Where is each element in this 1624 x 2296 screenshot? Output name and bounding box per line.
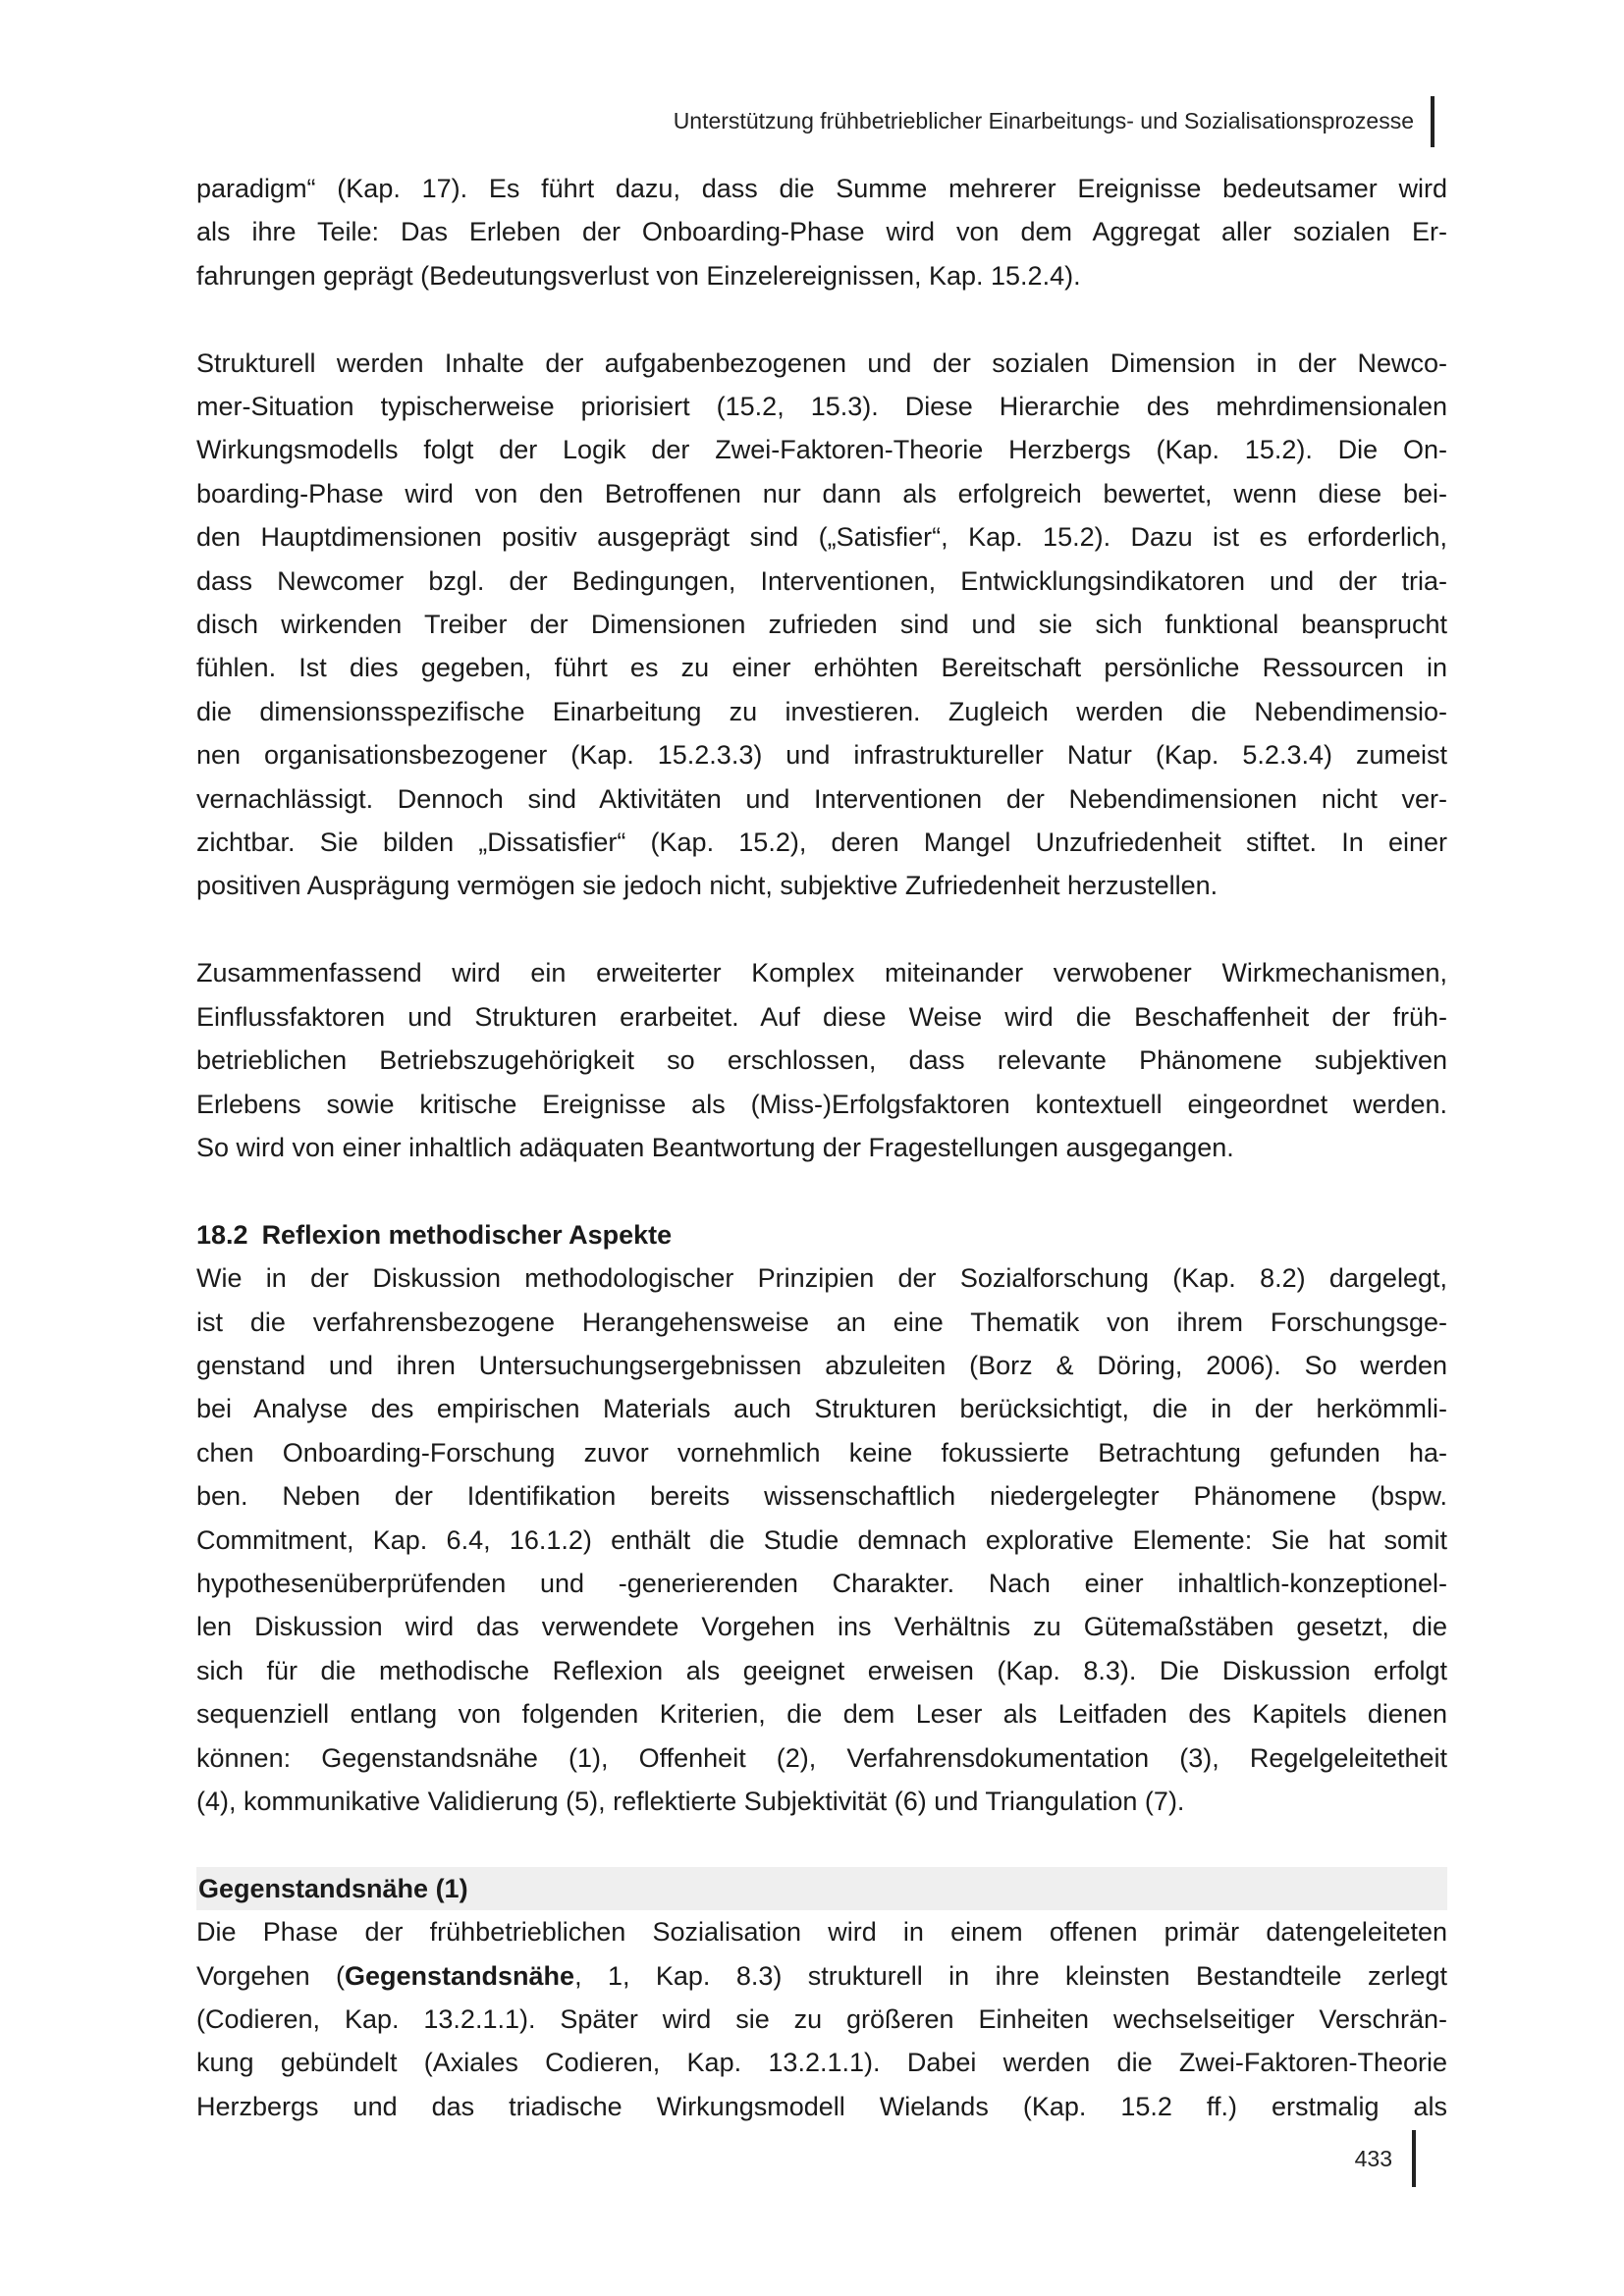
text-line: fühlen. Ist dies gegeben, führt es zu einer erhöhten Bereitschaft persönliche Ressourcen in [196,653,1447,683]
text-line: disch wirkenden Treiber der Dimensionen zufrieden sind und sie sich funktional beansprucht [196,610,1447,640]
text-line: len Diskussion wird das verwendete Vorgehen ins Verhältnis zu Gütemaßstäben gesetzt, die [196,1612,1447,1642]
section-title: Reflexion methodischer Aspekte [261,1219,673,1250]
text-line: Einflussfaktoren und Strukturen erarbeitet. Auf diese Weise wird die Beschaffenheit der früh- [196,1001,1447,1032]
running-head: Unterstützung frühbetrieblicher Einarbeitungs- und Sozialisationsprozesse [673,108,1414,133]
text-line: Die Phase der frühbetrieblichen Sozialisation wird in einem offenen primär datengeleiteten [196,1917,1447,1948]
text-line: sequenziell entlang von folgenden Kriterien, die dem Leser als Leitfaden des Kapitels dienen [196,1699,1447,1730]
text-segment: Vorgehen ( [196,1960,345,1991]
text-line: Herzbergs und das triadische Wirkungsmodell Wielands (Kap. 15.2 ff.) erstmalig als [196,2091,1447,2121]
text-line: den Hauptdimensionen positiv ausgeprägt sind („Satisfier“, Kap. 15.2). Dazu ist es erforderlich, [196,522,1447,553]
text-line: betrieblichen Betriebszugehörigkeit so erschlossen, dass relevante Phänomene subjektiven [196,1045,1447,1076]
text-line: (4), kommunikative Validierung (5), reflektierte Subjektivität (6) und Triangulation (7). [196,1786,1185,1816]
text-line: als ihre Teile: Das Erleben der Onboarding-Phase wird von dem Aggregat aller sozialen Er- [196,217,1447,247]
text-line [196,1954,1447,1998]
text-line: boarding-Phase wird von den Betroffenen nur dann als erfolgreich bewertet, wenn diese bei- [196,478,1447,508]
section-heading [196,1213,1447,1256]
text-line: bei Analyse des empirischen Materials auch Strukturen berücksichtigt, die in der herkömmli- [196,1394,1447,1424]
paragraph [196,167,1447,297]
text-line: sich für die methodische Reflexion als geeignet erweisen (Kap. 8.3). Die Diskussion erfolgt [196,1655,1447,1685]
text-line: fahrungen geprägt (Bedeutungsverlust von Einzelereignissen, Kap. 15.2.4). [196,260,1081,291]
paragraph [196,951,1447,1169]
text-line: die dimensionsspezifische Einarbeitung zu investieren. Zugleich werden die Nebendimensio- [196,696,1447,726]
text-line: Strukturell werden Inhalte der aufgabenbezogenen und der sozialen Dimension in der Newco- [196,347,1447,378]
text-line: Commitment, Kap. 6.4, 16.1.2) enthält die Studie demnach explorative Elemente: Sie hat somit [196,1524,1447,1555]
bold-term: Gegenstandsnähe [345,1960,575,1991]
text-line: genstand und ihren Untersuchungsergebnissen abzuleiten (Borz & Döring, 2006). So werden [196,1350,1447,1380]
text-line: nen organisationsbezogener (Kap. 15.2.3.3) und infrastruktureller Natur (Kap. 5.2.3.4) zumeist [196,740,1447,771]
footer-rule [1412,2130,1416,2187]
text-line: paradigm“ (Kap. 17). Es führt dazu, dass die Summe mehrerer Ereignisse bedeutsamer wird [196,174,1447,203]
text-line: können: Gegenstandsnähe (1), Offenheit (2), Verfahrensdokumentation (3), Regelgeleitetheit [196,1742,1447,1773]
text-line: dass Newcomer bzgl. der Bedingungen, Interventionen, Entwicklungsindikatoren und der tria- [196,565,1447,596]
subsection-heading: Gegenstandsnähe (1) [196,1867,1447,1910]
text-line: positiven Ausprägung vermögen sie jedoch nicht, subjektive Zufriedenheit herzustellen. [196,871,1218,901]
text-line: Zusammenfassend wird ein erweiterter Komplex miteinander verwobener Wirkmechanismen, [196,958,1447,988]
header-rule [1431,96,1435,147]
paragraph [196,1910,1447,2128]
paragraph [196,1256,1447,1823]
body-text [196,167,1447,2172]
text-line: vernachlässigt. Dennoch sind Aktivitäten und Interventionen der Nebendimensionen nicht ver- [196,783,1447,814]
section-number: 18.2 [196,1219,248,1250]
text-line: Erlebens sowie kritische Ereignisse als (Miss-)Erfolgsfaktoren kontextuell eingeordnet werden. [196,1089,1447,1119]
text-line: hypothesenüberprüfenden und -generierenden Charakter. Nach einer inhaltlich-konzeptionel- [196,1568,1447,1598]
text-line: zichtbar. Sie bilden „Dissatisfier“ (Kap. 15.2), deren Mangel Unzufriedenheit stiftet. In einer [196,828,1447,858]
page-number: 433 [1354,2146,1392,2171]
text-line: ben. Neben der Identifikation bereits wissenschaftlich niedergelegter Phänomene (bspw. [196,1481,1447,1512]
text-segment: , 1, Kap. 8.3) strukturell in ihre kleinsten Bestandteile zerlegt [574,1960,1447,1991]
text-line: Wie in der Diskussion methodologischer Prinzipien der Sozialforschung (Kap. 8.2) dargelegt, [196,1263,1447,1294]
text-line: mer-Situation typischerweise priorisiert (15.2, 15.3). Diese Hierarchie des mehrdimensionalen [196,392,1447,422]
text-line: ist die verfahrensbezogene Herangehensweise an eine Thematik von ihrem Forschungsge- [196,1307,1447,1337]
text-line: kung gebündelt (Axiales Codieren, Kap. 13.2.1.1). Dabei werden die Zwei-Faktoren-Theorie [196,2048,1447,2078]
paragraph [196,342,1447,908]
text-line: Wirkungsmodells folgt der Logik der Zwei-Faktoren-Theorie Herzbergs (Kap. 15.2). Die On- [196,435,1447,465]
text-line: chen Onboarding-Forschung zuvor vornehmlich keine fokussierte Betrachtung gefunden ha- [196,1437,1447,1468]
text-line: So wird von einer inhaltlich adäquaten Beantwortung der Fragestellungen ausgegangen. [196,1132,1234,1162]
text-line: (Codieren, Kap. 13.2.1.1). Später wird sie zu größeren Einheiten wechselseitiger Verschrän- [196,2004,1447,2034]
